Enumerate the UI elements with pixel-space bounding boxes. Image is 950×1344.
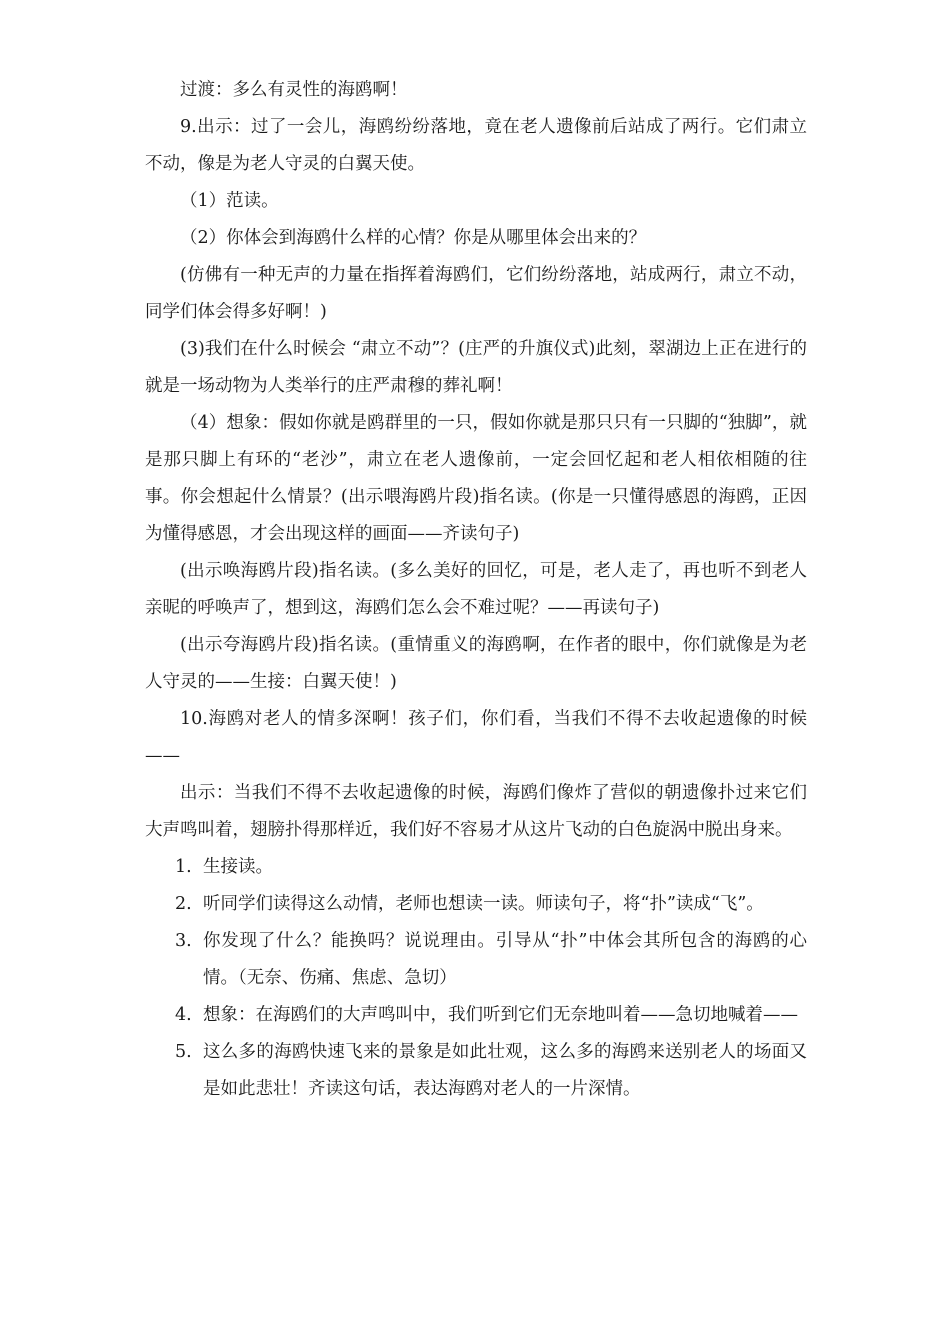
list-item — [145, 997, 807, 1034]
list-item — [145, 886, 807, 923]
document-body — [145, 72, 807, 1108]
paragraph-call-seagulls: (出示唤海鸥片段)指名读。(多么美好的回忆，可是，老人走了，再也听不到老人亲昵的呼唤声了，想到这，海鸥们怎么会不难过呢？——再读句子) — [145, 561, 807, 618]
paragraph-step-9-2-note: (仿佛有一种无声的力量在指挥着海鸥们，它们纷纷落地，站成两行，肃立不动，同学们体会得多好啊！) — [145, 265, 807, 322]
list-number: 2. — [175, 894, 192, 914]
list-text: 想象：在海鸥们的大声鸣叫中，我们听到它们无奈地叫着——急切地喊着—— — [203, 1005, 798, 1025]
list-item — [145, 849, 807, 886]
numbered-list — [145, 849, 807, 1108]
paragraph-praise-seagulls: (出示夸海鸥片段)指名读。(重情重义的海鸥啊，在作者的眼中，你们就像是为老人守灵的——生接：白翼天使！) — [145, 635, 807, 692]
list-text: 你发现了什么？能换吗？说说理由。引导从“扑”中体会其所包含的海鸥的心情。（无奈、伤痛、焦虑、急切） — [203, 931, 807, 988]
list-number: 1. — [175, 857, 192, 877]
paragraph-step-9-4: （4）想象：假如你就是鸥群里的一只，假如你就是那只只有一只脚的“独脚”，就是那只脚上有环的“老沙”，肃立在老人遗像前，一定会回忆起和老人相依相随的往事。你会想起什么情景？(出示喂海鸥片段)指名读。(你是一只懂得感恩的海鸥，正因为懂得感恩，才会出现这样的画面——齐读句子) — [145, 413, 807, 544]
paragraph-transition: 过渡：多么有灵性的海鸥啊！ — [180, 80, 408, 100]
paragraph-step-9-3: (3)我们在什么时候会 “肃立不动”？(庄严的升旗仪式)此刻，翠湖边上正在进行的就是一场动物为人类举行的庄严肃穆的葬礼啊！ — [145, 339, 807, 396]
list-number: 5. — [175, 1042, 192, 1062]
paragraph-step-10: 10.海鸥对老人的情多深啊！孩子们，你们看，当我们不得不去收起遗像的时候—— — [145, 709, 807, 766]
list-text: 这么多的海鸥快速飞来的景象是如此壮观，这么多的海鸥来送别老人的场面又是如此悲壮！齐读这句话，表达海鸥对老人的一片深情。 — [203, 1042, 807, 1099]
paragraph-step-9-2: （2）你体会到海鸥什么样的心情？你是从哪里体会出来的？ — [180, 228, 647, 248]
list-item — [145, 1034, 807, 1108]
list-number: 4. — [175, 1005, 192, 1025]
list-item — [145, 923, 807, 997]
list-number: 3. — [175, 931, 192, 951]
paragraph-step-9-1: （1）范读。 — [180, 191, 279, 211]
list-text: 听同学们读得这么动情，老师也想读一读。师读句子，将“扑”读成“飞”。 — [203, 894, 764, 914]
list-text: 生接读。 — [203, 857, 273, 877]
paragraph-show-text: 出示：当我们不得不去收起遗像的时候，海鸥们像炸了营似的朝遗像扑过来它们大声鸣叫着，翅膀扑得那样近，我们好不容易才从这片飞动的白色旋涡中脱出身来。 — [145, 783, 807, 840]
paragraph-step-9: 9.出示：过了一会儿，海鸥纷纷落地，竟在老人遗像前后站成了两行。它们肃立不动，像是为老人守灵的白翼天使。 — [145, 117, 807, 174]
